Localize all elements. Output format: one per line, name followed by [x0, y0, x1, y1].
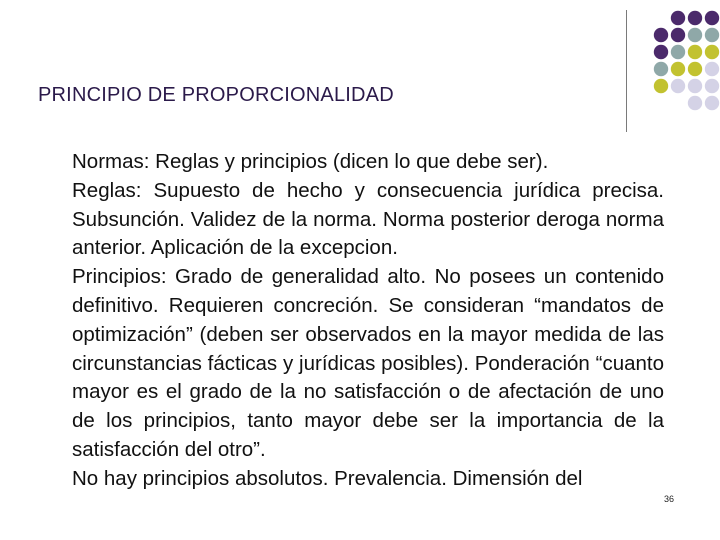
decorative-dot — [688, 28, 702, 42]
paragraph-absolutos: No hay principios absolutos. Prevalencia. Dimensión del — [72, 466, 583, 490]
decorative-dot — [705, 45, 719, 59]
decorative-dot — [688, 11, 702, 25]
decorative-dot — [688, 79, 702, 93]
decorative-dot — [671, 79, 685, 93]
decorative-dot — [705, 11, 719, 25]
slide-title: PRINCIPIO DE PROPORCIONALIDAD — [38, 84, 394, 106]
paragraph-principios: Principios: Grado de generalidad alto. No posees un contenido definitivo. Requieren concreción. Se consideran “mandatos de optimización” (deben ser observados en la mayor medida de las circunstancias fácticas y jurídicas posibles). Ponderación “cuanto mayor es el grado de la no satisfacción o de afectación de uno de los principios, tanto mayor debe ser la importancia de la satisfacción del otro”. — [72, 265, 664, 461]
divider-line — [626, 10, 627, 132]
decorative-dot — [671, 45, 685, 59]
decorative-dot — [671, 28, 685, 42]
decorative-dot — [654, 79, 668, 93]
decorative-dot — [705, 79, 719, 93]
paragraph-normas: Normas: Reglas y principios (dicen lo que debe ser). — [72, 150, 549, 173]
page-number: 36 — [664, 494, 675, 504]
decorative-dot — [654, 28, 668, 42]
decorative-dot — [705, 28, 719, 42]
decorative-dot — [654, 45, 668, 59]
decorative-dot — [688, 62, 702, 76]
paragraph-reglas: Reglas: Supuesto de hecho y consecuencia jurídica precisa. Subsunción. Validez de la norma. Norma posterior deroga norma anterior. Aplicación de la excepcion. — [72, 178, 664, 260]
decorative-dot — [705, 62, 719, 76]
body-text — [72, 148, 664, 494]
decorative-dot — [671, 62, 685, 76]
decorative-dot — [705, 96, 719, 110]
decorative-dot — [688, 96, 702, 110]
decorative-dot — [654, 62, 668, 76]
dot-grid-decoration — [640, 10, 720, 140]
decorative-dot — [688, 45, 702, 59]
decorative-dot — [671, 11, 685, 25]
